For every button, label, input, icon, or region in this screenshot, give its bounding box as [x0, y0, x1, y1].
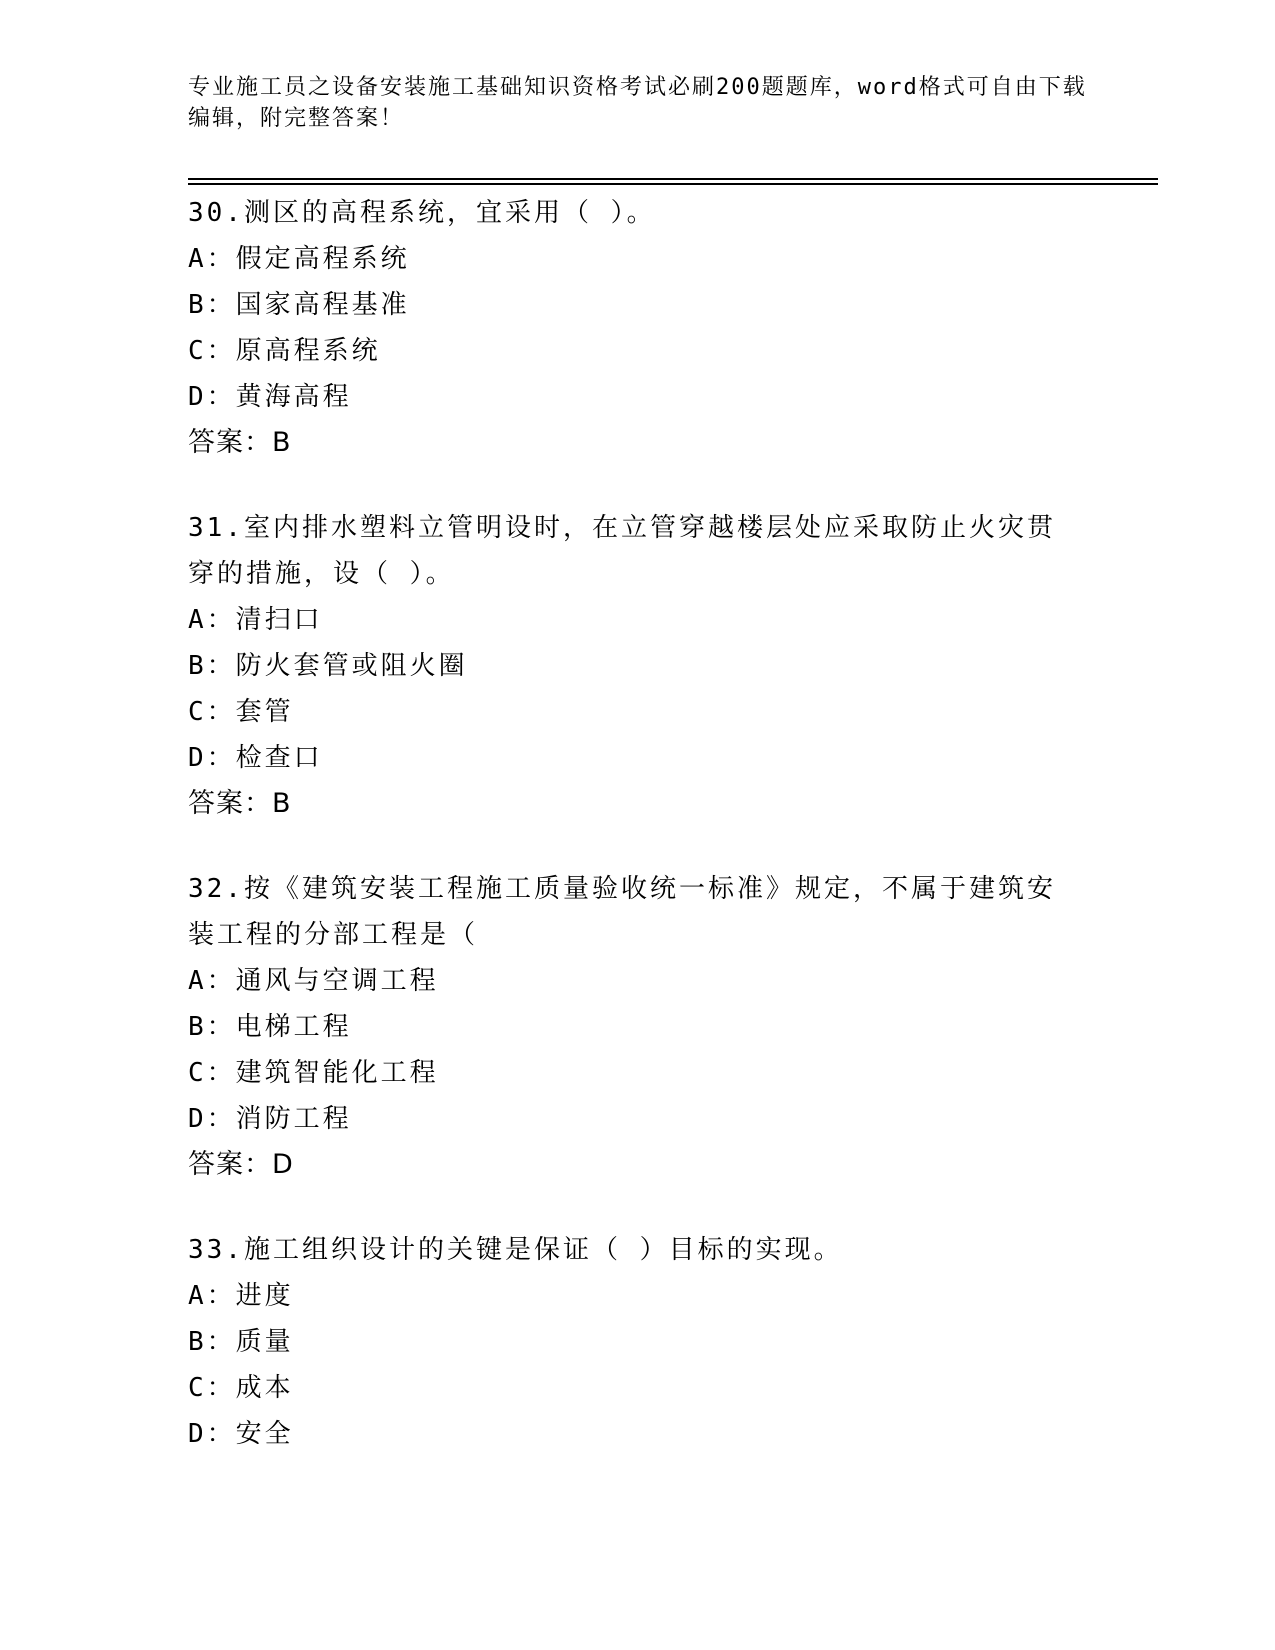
option-d: D：安全	[188, 1419, 294, 1449]
option-b: B：国家高程基准	[188, 290, 410, 320]
question-text: 31.室内排水塑料立管明设时，在立管穿越楼层处应采取防止火灾贯穿的措施，设（ ）。	[188, 513, 1056, 589]
document-intro: 专业施工员之设备安装施工基础知识资格考试必刷200题题库，word格式可自由下载编辑，附完整答案！	[188, 75, 1087, 131]
question-list	[188, 190, 1088, 1496]
question-text: 32.按《建筑安装工程施工质量验收统一标准》规定，不属于建筑安装工程的分部工程是（	[188, 874, 1056, 950]
question-text: 33.施工组织设计的关键是保证（ ）目标的实现。	[188, 1235, 843, 1265]
option-a: A：清扫口	[188, 605, 323, 635]
option-d: D：消防工程	[188, 1104, 352, 1134]
header-divider-bottom	[188, 183, 1158, 185]
option-b: B：防火套管或阻火圈	[188, 651, 468, 681]
header-divider-top	[188, 178, 1158, 180]
question-31	[188, 505, 1088, 827]
option-b: B：质量	[188, 1327, 294, 1357]
question-32	[188, 866, 1088, 1188]
answer: 答案：B	[188, 427, 292, 458]
question-text: 30.测区的高程系统，宜采用（ ）。	[188, 198, 656, 228]
answer: 答案：B	[188, 788, 292, 819]
option-c: C：原高程系统	[188, 336, 381, 366]
answer: 答案：D	[188, 1149, 294, 1180]
option-c: C：建筑智能化工程	[188, 1058, 439, 1088]
option-d: D：检查口	[188, 743, 323, 773]
option-c: C：套管	[188, 697, 294, 727]
option-a: A：进度	[188, 1281, 294, 1311]
option-d: D：黄海高程	[188, 382, 352, 412]
option-a: A：通风与空调工程	[188, 966, 439, 996]
question-33	[188, 1227, 1088, 1457]
question-30	[188, 190, 1088, 466]
option-c: C：成本	[188, 1373, 294, 1403]
option-b: B：电梯工程	[188, 1012, 352, 1042]
option-a: A：假定高程系统	[188, 244, 410, 274]
